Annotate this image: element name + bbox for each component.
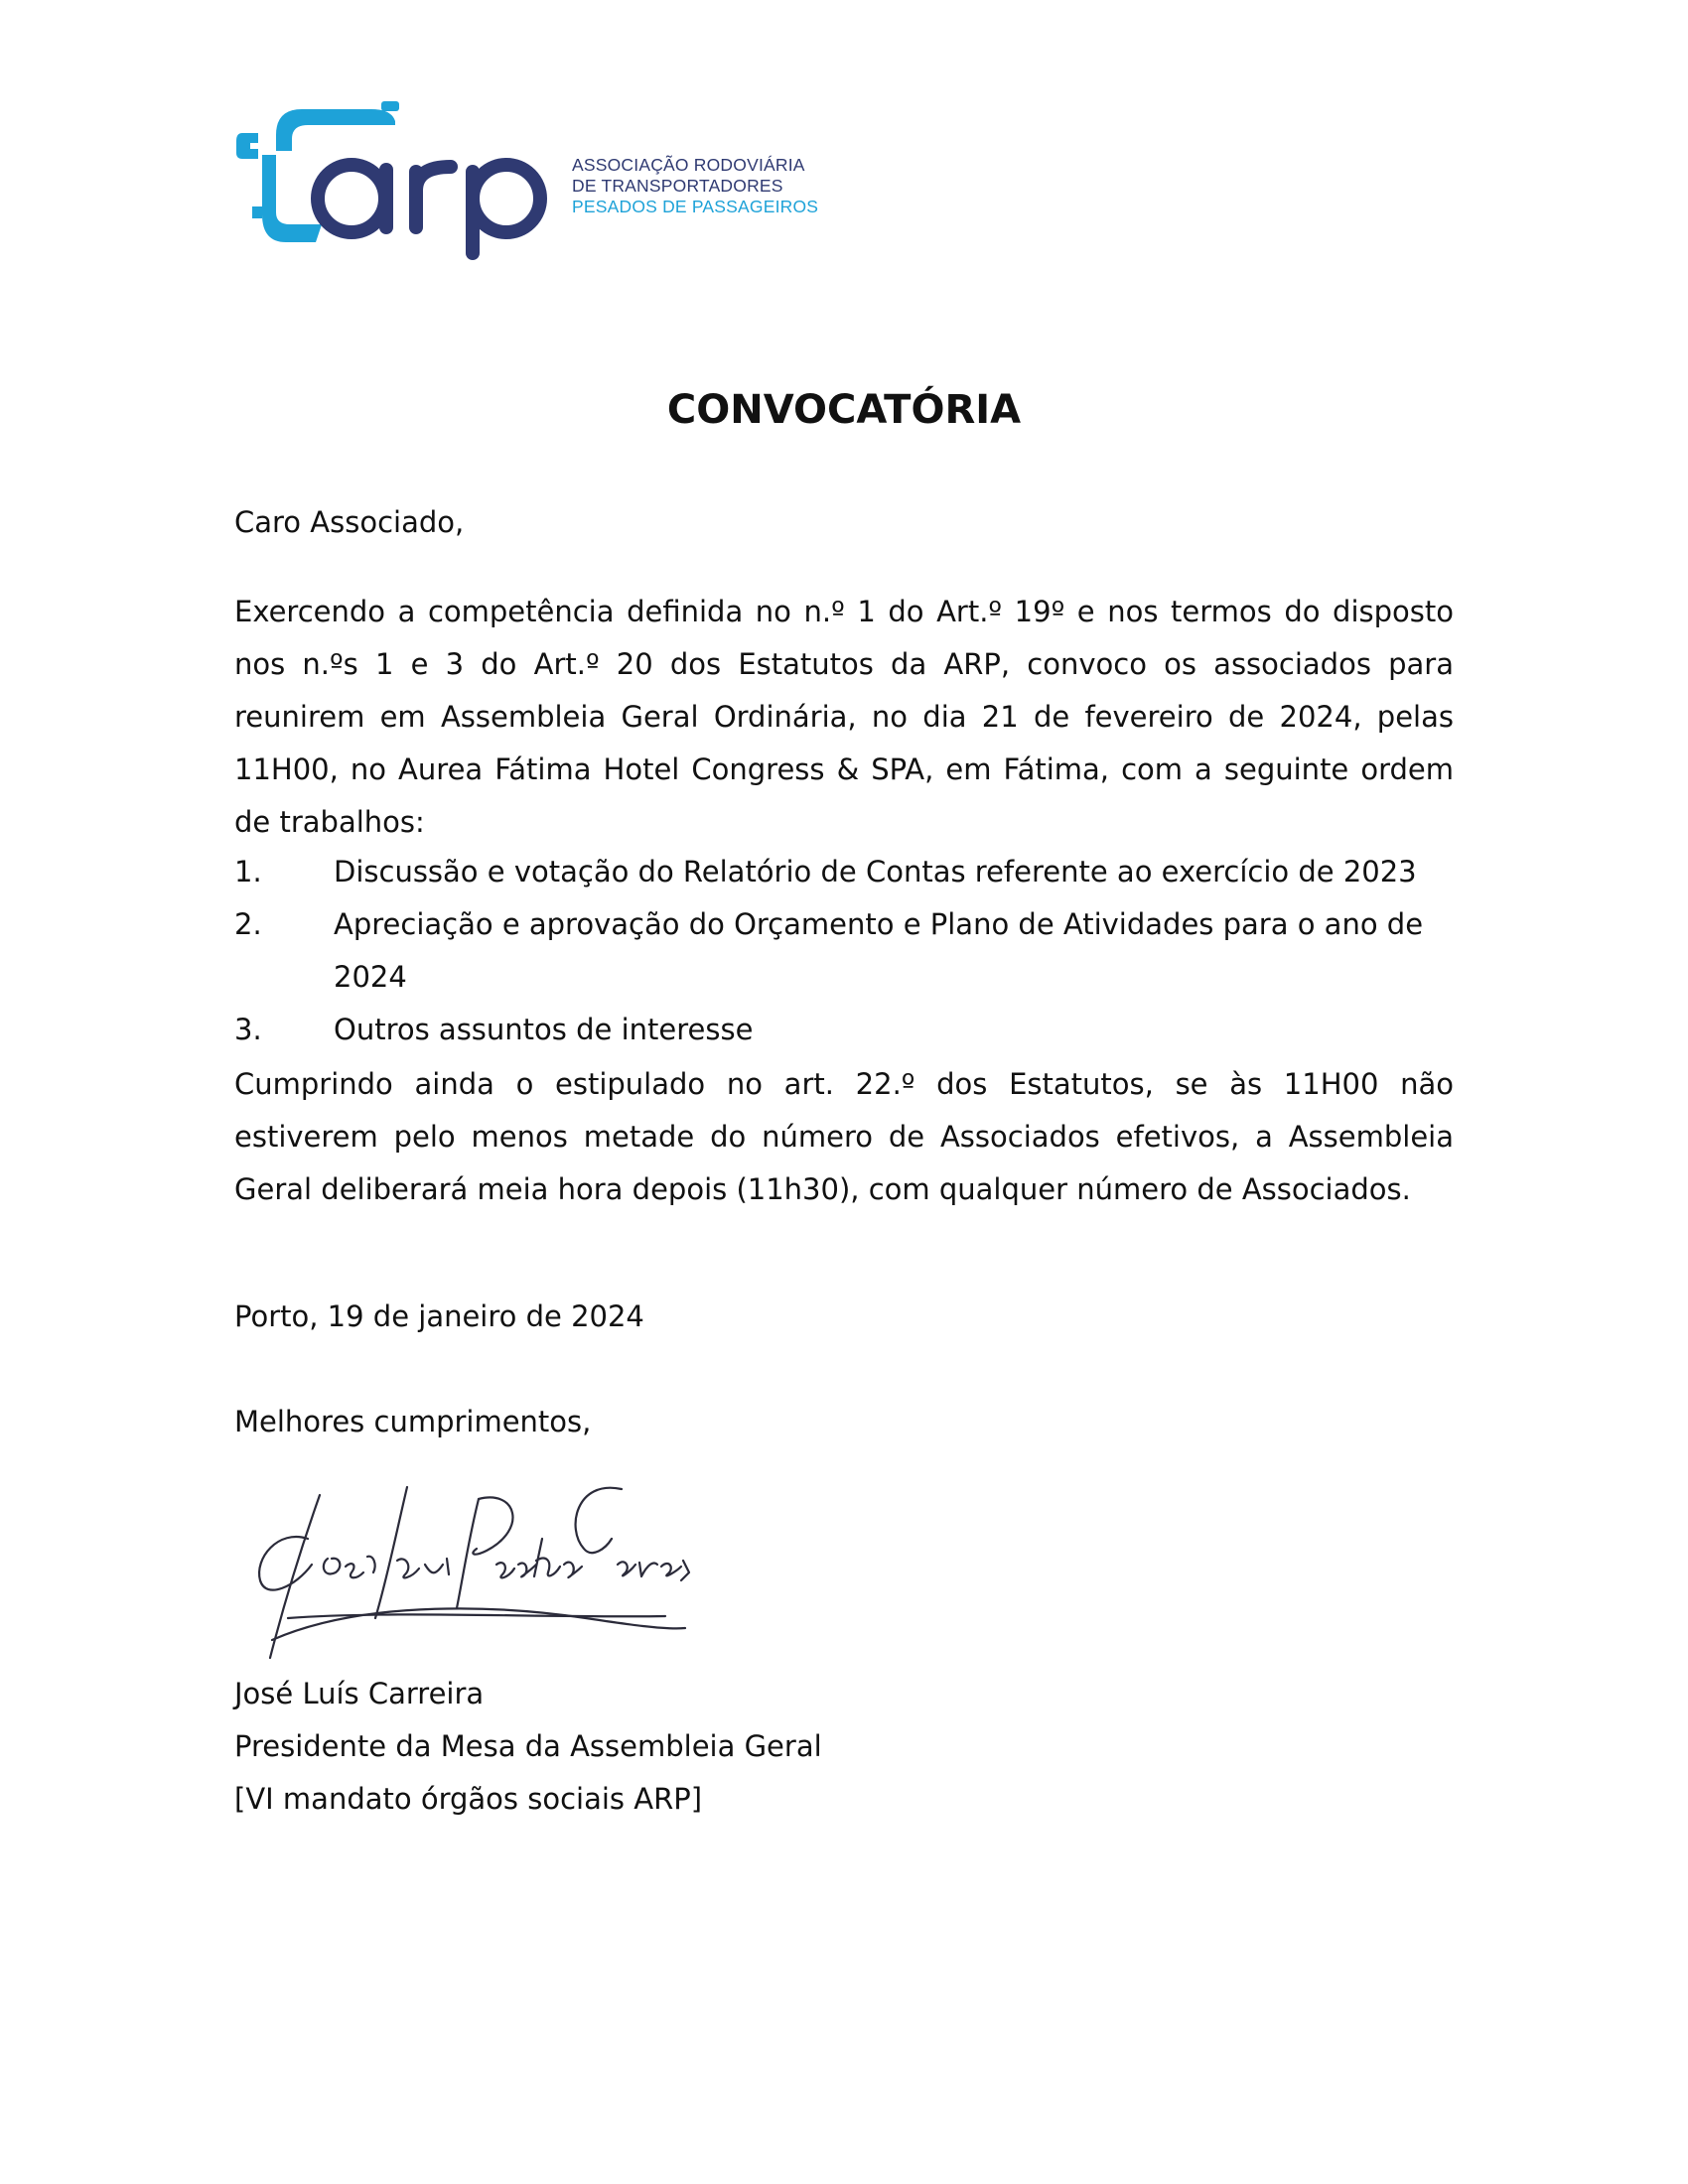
agenda-item [234,1004,1454,1056]
agenda-item-number: 2. [234,907,262,941]
greeting: Caro Associado, [234,505,465,539]
arp-logo [232,95,828,264]
place-date: Porto, 19 de janeiro de 2024 [234,1299,644,1333]
agenda-item-text: Discussão e votação do Relatório de Contas referente ao exercício de 2023 [334,855,1417,888]
org-name-line-1: ASSOCIAÇÃO RODOVIÁRIA [572,155,805,175]
agenda-list [234,846,1454,1056]
org-name-line-2: DE TRANSPORTADORES [572,176,783,196]
agenda-item-number: 1. [234,855,262,888]
document-title: CONVOCATÓRIA [666,387,1022,433]
signer-block [234,1668,1454,1826]
signer-name: José Luís Carreira [234,1677,485,1710]
agenda-item-number: 3. [234,1013,262,1046]
handwritten-signature [248,1469,695,1668]
agenda-item [234,846,1454,898]
closing-salutation: Melhores cumprimentos, [234,1405,592,1438]
convocation-paragraph: Exercendo a competência definida no n.º 1 do Art.º 19º e nos termos do disposto nos n.ºs 1 e 3 do Art.º 20 dos Estatutos da ARP, convoco os associados para reunirem em Assembleia Geral Ordinária, no dia 21 de fevereiro de 2024, pelas 11H00, no Aurea Fátima Hotel Congress & SPA, em Fátima, com a seguinte ordem de trabalhos: [234,595,1454,839]
arp-logo-mark [232,95,560,264]
org-name [572,155,818,217]
agenda-item-text: Outros assuntos de interesse [334,1013,754,1046]
org-name-line-3: PESADOS DE PASSAGEIROS [572,197,819,216]
signer-mandate: [VI mandato órgãos sociais ARP] [234,1782,703,1816]
agenda-item [234,898,1454,1004]
signer-role: Presidente da Mesa da Assembleia Geral [234,1729,822,1763]
quorum-paragraph: Cumprindo ainda o estipulado no art. 22.º dos Estatutos, se às 11H00 não estiverem pelo menos metade do número de Associados efetivos, a Assembleia Geral deliberará meia hora depois (11h30), com qualquer número de Associados. [234,1067,1454,1206]
agenda-item-text: Apreciação e aprovação do Orçamento e Plano de Atividades para o ano de 2024 [334,907,1424,994]
